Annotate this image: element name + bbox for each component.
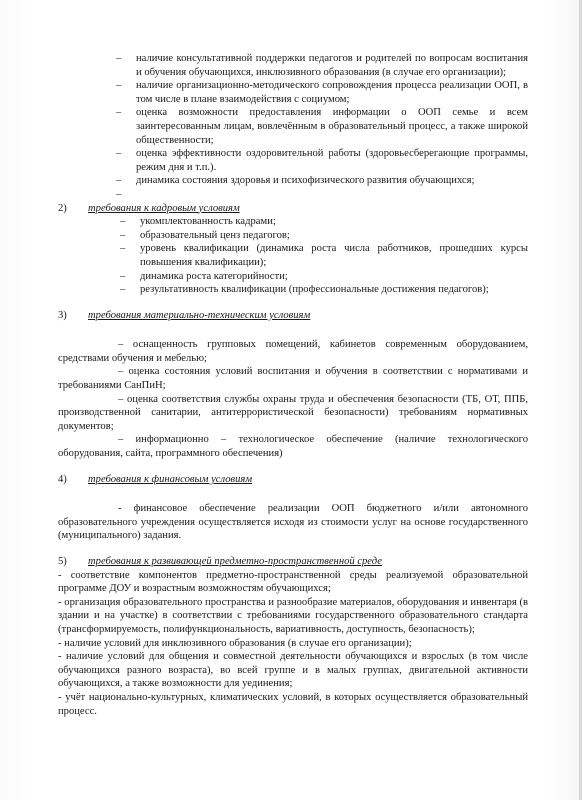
list-item-empty: –: [116, 188, 122, 200]
list-item: – образовательный ценз педагогов;: [120, 229, 290, 241]
list-item: – оценка эффективности оздоровительной работы (здоровьесберегающие программы, режим дня и т.п.).: [116, 148, 528, 173]
block1-list: [58, 52, 528, 202]
section3-paragraphs: [58, 338, 528, 460]
list-item: – оценка возможности предоставления информации о ООП семье и всем заинтересованным лицам, вовлечённым в образовательный процесс, а также широкой общественности;: [116, 107, 528, 146]
section-heading: 2) требования к кадровым условиям: [58, 202, 240, 214]
list-item: – наличие организационно-методического сопровождения процесса реализации ООП, в том числе в плане взаимодействия с социумом;: [116, 80, 528, 105]
list-item: – наличие консультативной поддержки педагогов и родителей по вопросам воспитания и обучения обучающихся, инклюзивного образования (в случае его организации);: [116, 53, 528, 78]
section2-list: [58, 215, 528, 297]
paragraph: - учёт национально-культурных, климатических условий, в которых осуществляется образовательный процесс.: [58, 691, 528, 717]
paragraph: - финансовое обеспечение реализации ООП бюджетного и/или автономного образовательного учреждения осуществляется исходя из стоимости услуг на основе государственного (муниципального) задания.: [58, 503, 528, 542]
paragraph: – оценка состояния условий воспитания и обучения в соответствии с нормативами и требованиями СанПиН;: [58, 366, 528, 392]
section-heading: 3) требования материально-техническим условиям: [58, 309, 311, 321]
paragraph: – оценка соответствия службы охраны труда и обеспечения безопасности (ТБ, ОТ, ППБ, производственной санитарии, антитеррористической безопасности) требованиям нормативных документов;: [58, 393, 528, 432]
paragraph: - наличие условий для инклюзивного образования (в случае его организации);: [58, 637, 412, 649]
list-item: – укомплектованность кадрами;: [120, 216, 276, 228]
list-item: – динамика роста категорийности;: [120, 270, 288, 282]
paragraph: - соответствие компонентов предметно-пространственной среды реализуемой образовательной программе ДОУ и возрастным возможностям обучающихся;: [58, 569, 528, 595]
section-heading: 4) требования к финансовым условиям: [58, 473, 253, 485]
paragraph: - организация образовательного пространства и разнообразие материалов, оборудования и инвентаря (в здании и на участке) в соответствии с требованиями государственного образовательного стандарта (трансформируемость, полифункциональность, вариативность, доступность, безопасность);: [58, 596, 528, 635]
document-body: [58, 52, 528, 718]
list-item: – уровень квалификации (динамика роста числа работников, прошедших курсы повышения квалификации);: [120, 243, 528, 268]
paragraph: - наличие условий для общения и совместной деятельности обучающихся и взрослых (в том числе обучающихся разного возраста), во всей группе и в малых группах, двигательной активности обучающихся, а также возможности для уединения;: [58, 651, 528, 690]
paragraph: – оснащенность групповых помещений, кабинетов современным оборудованием, средствами обучения и мебелью;: [58, 339, 528, 364]
section5-paragraphs: [58, 569, 528, 719]
section-heading: 5) требования к развивающей предметно-пространственной среде: [58, 556, 382, 567]
list-item: – результативность квалификации (профессиональные достижения педагогов);: [120, 284, 489, 296]
list-item: – динамика состояния здоровья и психофизического развития обучающихся;: [116, 175, 475, 187]
paragraph: – информационно – технологическое обеспечение (наличие технологического оборудования, сайта, программного обеспечения): [58, 434, 528, 460]
